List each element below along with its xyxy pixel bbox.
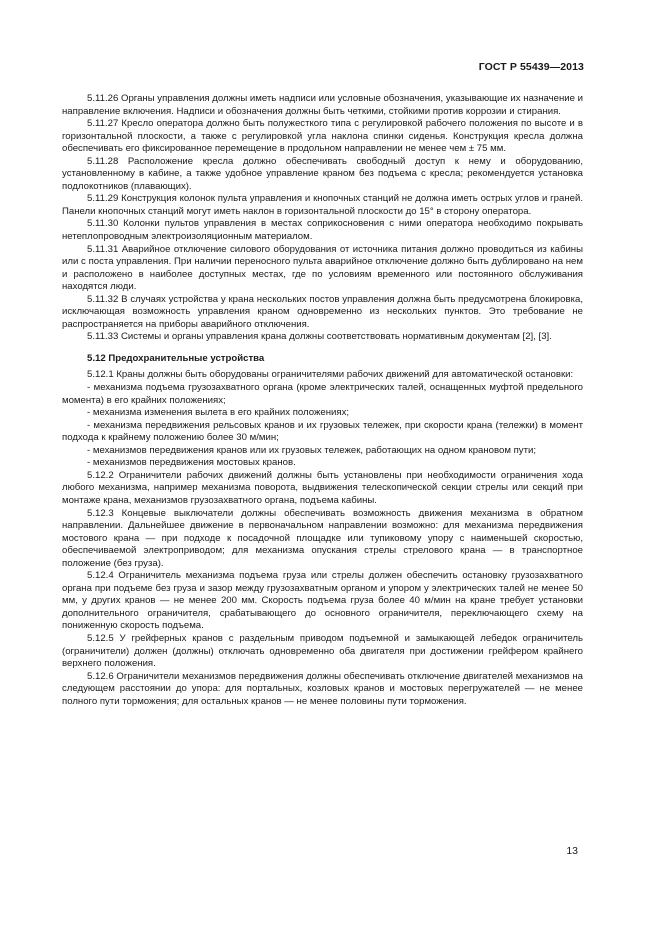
clause-5-12-3: 5.12.3 Концевые выключатели должны обеспечивать возможность движения механизма в обратном направлении. Дальнейшее движение в первоначальном направлении возможно: для механизма передвижения мостового крана — при подходе к посадочной площадке или тупиковому упору с наименьшей скоростью, обеспечиваемой электроприводом; для механизма опускания стрелы стрелового крана — в транспортное положение (без груза). [62, 507, 583, 569]
list-item: - механизма передвижения рельсовых кранов и их грузовых тележек, при скорости крана (тележки) в момент подхода к крайнему положению более 30 м/мин; [62, 419, 583, 444]
list-item: - механизма подъема грузозахватного органа (кроме электрических талей, оснащенных муфтой предельного момента) в его крайних положениях; [62, 382, 583, 406]
clause-5-12-4: 5.12.4 Ограничитель механизма подъема груза или стрелы должен обеспечить остановку грузозахватного органа при подъеме без груза и зазор между грузозахватным органом и упором у электрических талей не менее 50 мм, у других кранов — не менее 200 мм. Скорость подъема груза более 40 м/мин на кране требует установки дополнительного ограничителя, срабатывающего до основного ограничителя, переключающего схему на пониженную скорость подъема. [62, 570, 583, 632]
clause-5-11-33: 5.11.33 Системы и органы управления крана должны соответствовать нормативным документам [2], [3]. [87, 331, 552, 343]
clause-5-11-26: 5.11.26 Органы управления должны иметь надписи или условные обозначения, указывающие их назначение и направление включения. Надписи и обозначения должны быть четкими, стойкими против коррозии и стирания. [62, 93, 583, 117]
clause-5-11-31: 5.11.31 Аварийное отключение силового оборудования от источника питания должно проводиться из кабины или с поста управления. При наличии переносного пульта аварийное отключение должно быть дублировано на нем и расположено в наиболее доступных местах, где по условиям временного или постоянного обслуживания находятся люди. [62, 243, 583, 293]
list-item: - механизмов передвижения мостовых кранов. [87, 457, 296, 469]
clause-5-12-6: 5.12.6 Ограничители механизмов передвижения должны обеспечивать отключение двигателей механизмов на следующем расстоянии до упора: для портальных, козловых кранов и мостовых перегружателей — не менее полного пути торможения; для остальных кранов — не менее половины пути торможения. [62, 670, 583, 707]
clause-5-11-30: 5.11.30 Колонки пультов управления в местах соприкосновения с ними оператора необходимо покрывать нетеплопроводным электроизоляционным материалом. [62, 218, 583, 243]
clause-5-12-5: 5.12.5 У грейферных кранов с раздельным приводом подъемной и замыкающей лебедок ограничитель (ограничители) должен (должны) отключать одновременно оба двигателя при достижении грейфером крайнего верхнего положения. [62, 632, 583, 670]
clause-5-11-28: 5.11.28 Расположение кресла должно обеспечивать свободный доступ к нему и оборудованию, установленному в кабине, а также удобное управление краном без подъема с кресла; рекомендуется установка подлокотников (плавающих). [62, 155, 583, 192]
standard-header: ГОСТ Р 55439—2013 [478, 61, 584, 73]
list-item: - механизма изменения вылета в его крайних положениях; [87, 407, 350, 419]
clause-5-12-2: 5.12.2 Ограничители рабочих движений должны быть установлены при необходимости ограничения хода любого механизма, например механизма поворота, выдвижения телескопической секции стрелы или секций при монтаже крана, механизмов грузозахватного органа, подъема кабины. [62, 469, 583, 506]
list-item: - механизмов передвижения кранов или их грузовых тележек, работающих на одном крановом пути; [87, 444, 536, 456]
clause-5-11-27: 5.11.27 Кресло оператора должно быть полужесткого типа с регулировкой рабочего положения по высоте и в горизонтальной плоскости, а также с регулировкой угла наклона спинки сиденья. Конструкция кресла должна обеспечивать его фиксированное перемещение в продольном направлении не менее чем ± 75 мм. [62, 118, 583, 155]
clause-5-11-29: 5.11.29 Конструкция колонок пульта управления и кнопочных станций не должна иметь острых углов и граней. Панели кнопочных станций могут иметь наклон в горизонтальной плоскости до 15° в сторону оператора. [62, 193, 583, 217]
clause-5-12-1: 5.12.1 Краны должны быть оборудованы ограничителями рабочих движений для автоматической остановки: [87, 369, 574, 381]
clause-5-11-32: 5.11.32 В случаях устройства у крана нескольких постов управления должна быть предусмотрена блокировка, исключающая возможность управления краном одновременно из нескольких пунктов. Это требование не распространяется на приборы аварийного отключения. [62, 293, 583, 330]
section-heading: 5.12 Предохранительные устройства [87, 352, 265, 364]
page-number: 13 [566, 845, 578, 857]
document-body [62, 93, 583, 708]
